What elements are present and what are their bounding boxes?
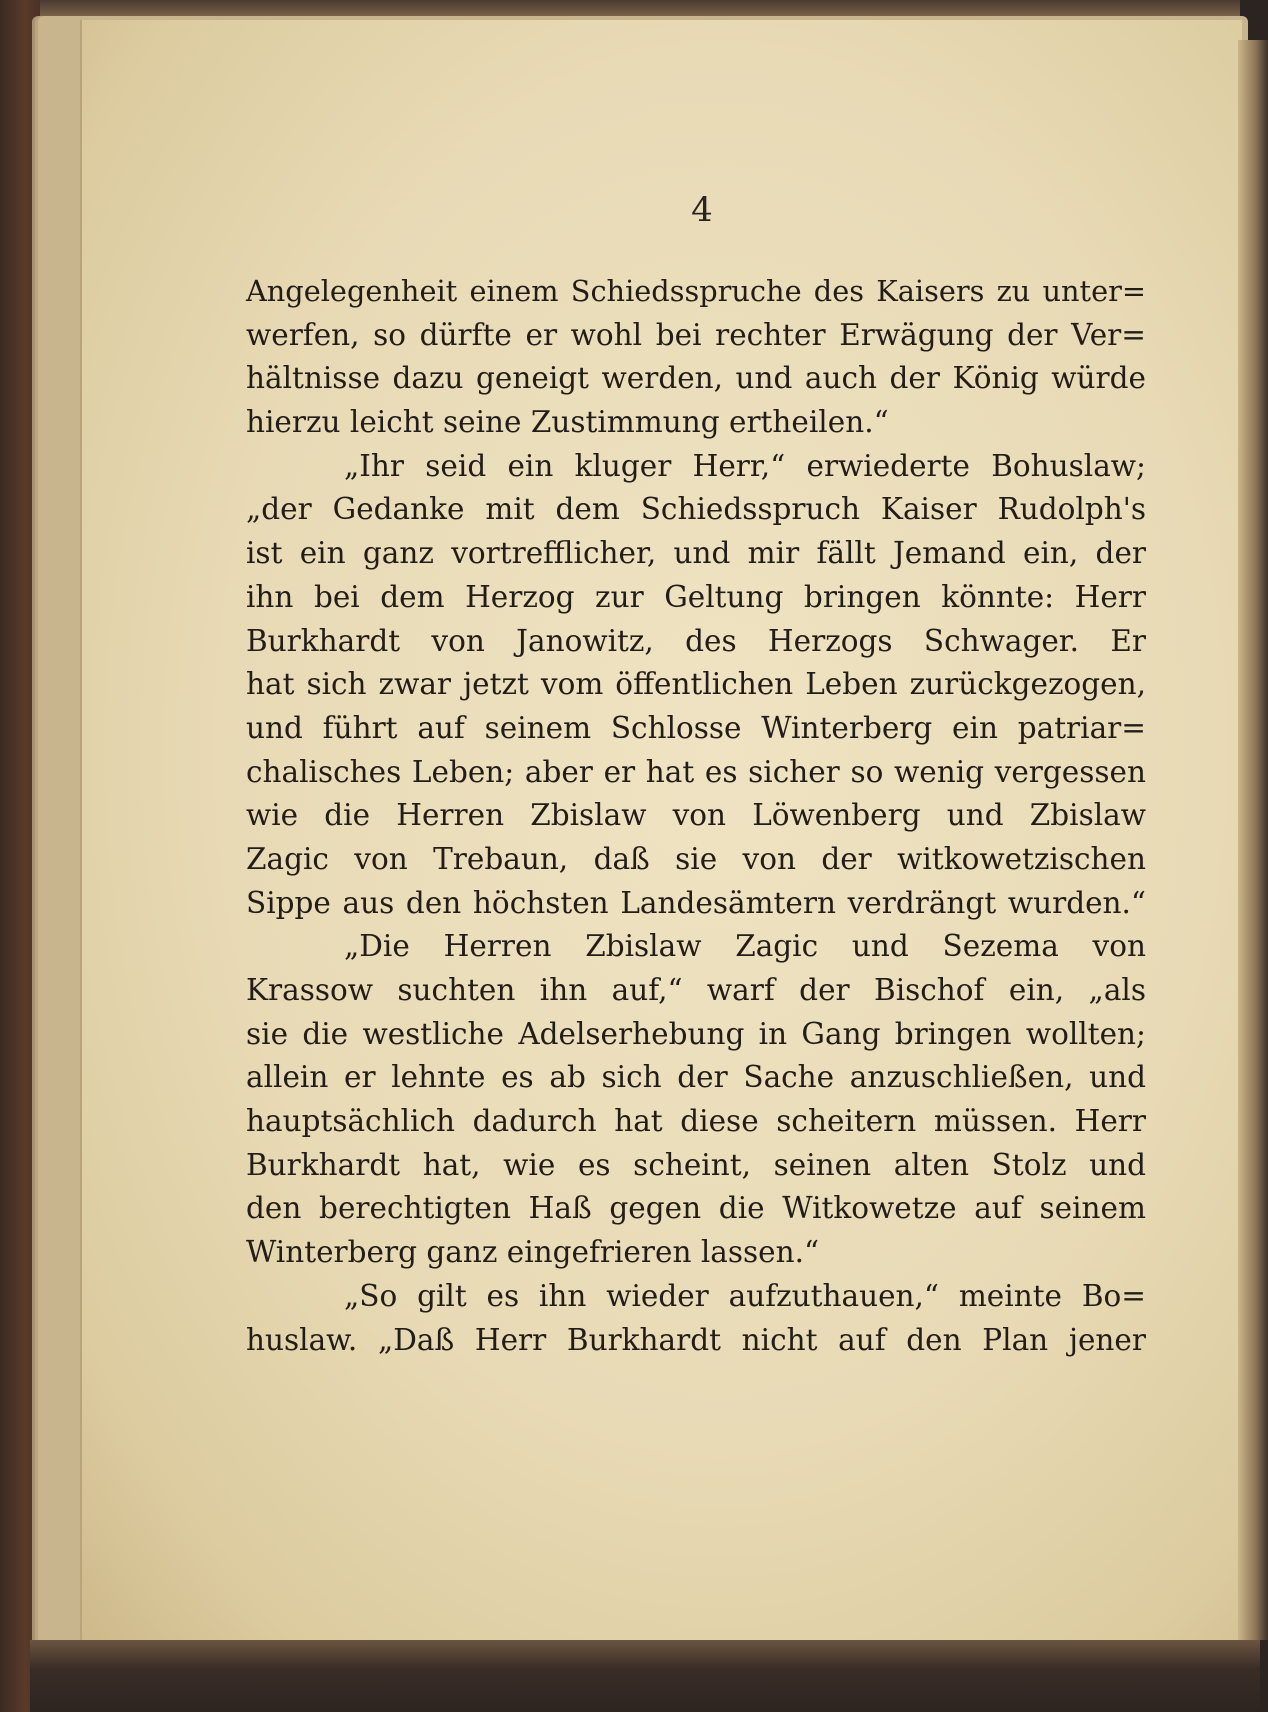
text-line: werfen, so dürfte er wohl bei rechter Erwägung der Ver=	[246, 317, 1146, 352]
text-line: chalisches Leben; aber er hat es sicher so wenig vergessen	[246, 754, 1146, 789]
text-line: ist ein ganz vortrefflicher, und mir fällt Jemand ein, der	[246, 536, 1146, 571]
text-line: allein er lehnte es ab sich der Sache anzuschließen, und	[246, 1060, 1146, 1095]
text-line: Sippe aus den höchsten Landesämtern verdrängt wurden.“	[246, 885, 1146, 920]
page-right-edge	[1238, 40, 1268, 1640]
text-line: „der Gedanke mit dem Schiedsspruch Kaiser Rudolph's	[246, 492, 1146, 527]
text-line: wie die Herren Zbislaw von Löwenberg und Zbislaw	[246, 798, 1146, 833]
text-line: hierzu leicht seine Zustimmung ertheilen.“	[246, 405, 889, 440]
text-line: „So gilt es ihn wieder aufzuthauen,“ meinte Bo=	[344, 1278, 1146, 1313]
text-line: den berechtigten Haß gegen die Witkowetze auf seinem	[246, 1191, 1146, 1226]
text-line: Zagic von Trebaun, daß sie von der witkowetzischen	[246, 841, 1146, 876]
text-line: huslaw. „Daß Herr Burkhardt nicht auf den Plan jener	[246, 1322, 1146, 1357]
page-number: 4	[691, 190, 713, 230]
text-line: Winterberg ganz eingefrieren lassen.“	[246, 1235, 820, 1270]
body-text	[246, 270, 1146, 1362]
text-line: Burkhardt hat, wie es scheint, seinen alten Stolz und	[246, 1147, 1146, 1182]
text-line: Krassow suchten ihn auf,“ warf der Bischof ein, „als	[246, 973, 1146, 1007]
text-line: sie die westliche Adelserhebung in Gang bringen wollten;	[246, 1016, 1146, 1051]
cover-edge-bottom	[30, 1640, 1260, 1712]
text-line: und führt auf seinem Schlosse Winterberg ein patriar=	[246, 710, 1146, 745]
text-line: hältnisse dazu geneigt werden, und auch der König würde	[246, 361, 1146, 396]
text-line: hauptsächlich dadurch hat diese scheitern müssen. Herr	[246, 1104, 1146, 1139]
text-line: „Die Herren Zbislaw Zagic und Sezema von	[344, 929, 1146, 964]
text-line: Angelegenheit einem Schiedsspruche des Kaisers zu unter=	[246, 274, 1146, 308]
text-line: ihn bei dem Herzog zur Geltung bringen könnte: Herr	[246, 579, 1146, 614]
text-line: hat sich zwar jetzt vom öffentlichen Leben zurückgezogen,	[246, 667, 1146, 702]
text-line: Burkhardt von Janowitz, des Herzogs Schwager. Er	[246, 623, 1146, 658]
text-line: „Ihr seid ein kluger Herr,“ erwiederte Bohuslaw;	[344, 448, 1146, 483]
